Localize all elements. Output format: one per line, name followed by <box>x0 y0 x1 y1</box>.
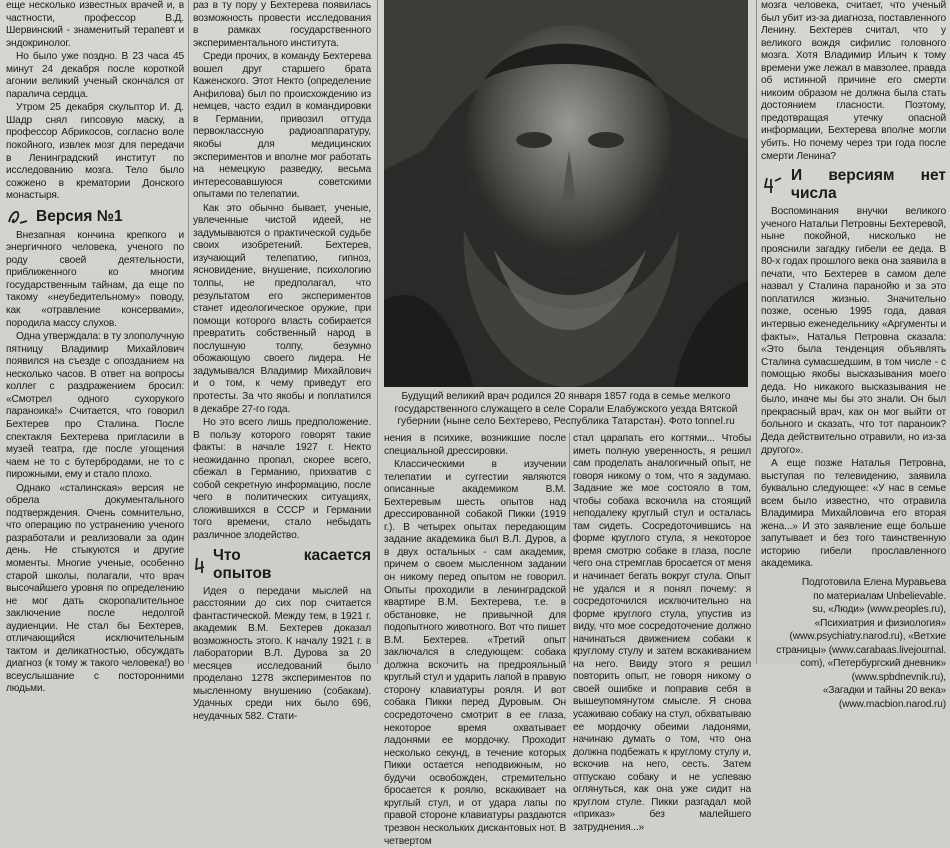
paragraph: Одна утверждала: в ту злополучную пятницу Владимир Михайлович появился на съезде с опозданием на несколько часов. В ответ на вопросы коллег с раздражением бросил: «Смотрел одного сухорукого параноика!» Считается, что говорил Бехтерев про Сталина. После спектакля Бехтерева пригласили в музей театра, где после угощения чаем не то с бутербродами, не то с пирожными, ему и стало плохо. <box>6 331 184 481</box>
credit-line: (www.macbion.narod.ru) <box>838 698 946 710</box>
paragraph: Идея о передачи мыслей на расстоянии до сих пор считается фантастической. Между тем, в 1921 г. академик В.М. Бехтерев доказал возможность этого. К началу 1921 г. в лаборатории В.Л. Дурова за 20 месяцев исследований было проделано 1278 экспериментов по мысленному внушению (собакам). Удачных среди них было 696, неудачных 582. Стати- <box>193 585 371 722</box>
paragraph: Классическими в изучении телепатии и суггестии являются описанные академиком В.М. Бехтеревым шесть опытов над дрессированной собакой Пикки (1919 г.). В четырех опытах передающим задание академика был В.Л. Дуров, а в двух остальных - сам академик, причем о своем мысленном задании он никому перед опытом не говорил. Опыты проходили в ленинградской квартире В.М. Бехтерева, т.е. в обстановке, не привычной для подопытного животного. Вот что пишет В.М. Бехтерев. «Третий опыт заключался в следующем: собака должна вскочить на предрояльный круглый стул и ударить лапой в правую сторону клавиатуры рояля. И вот собака Пикки перед Дуровым. Он сосредоточено смотрит в ее глаза, некоторое время охватывает ладонями ее мордочку. Проходит несколько секунд, в течение которых Пикки остается неподвижным, но будучи освобожден, стремительно бросается к роялю, вскакивает на круглый стул, и от удара лапы по правой стороне клавиатуры раздаются трезвон нескольких дискантовых нот. В четвертом <box>384 459 566 847</box>
paragraph: Как это обычно бывает, ученые, увлеченные чистой идеей, не задумываются о практической судьбе своих изобретений. Бехтерев, изучающий телепатию, гипноз, ясновидение, внушение, психологию толпы, не предполагал, что результатом его экспериментов станет идеологическое оружие, при помощи которого власть собирается превратить собственный народ в послушную толпу, безумно обожающую своего лидера. Не задумывался Владимир Михайлович и о том, к чему приведут его протесты. За что якобы и поплатился в декабре 27-го года. <box>193 202 371 415</box>
paragraph: Внезапная кончина крепкого и энергичного человека, ученого по роду своей деятельности, приближенного ко многим государственным тайнам, да еще по такому «неубедительному» поводу, как «отравление консервами», породила массу слухов. <box>6 229 184 329</box>
credit-line: «Загадки и тайны 20 века» <box>822 685 946 697</box>
paragraph: нения в психике, возникшие после специальной дрессировки. <box>384 433 566 457</box>
handwritten-mark-icon <box>193 555 207 575</box>
credit-line: (www.psychiatry.narod.ru), «Ветхие <box>789 631 946 643</box>
column-divider <box>756 0 757 664</box>
paragraph: А еще позже Наталья Петровна, выступая по телевидению, заявила буквально следующее: «У нас в семье всем было известно, что отравила Владимира Михайловича его вторая жена...» И это заявление еще больше запутывает и без того таинственную историю гибели прославленного академика. <box>761 458 946 570</box>
credit-line: страницы» (www.carabaas.livejournal. <box>776 644 946 656</box>
credit-line: (www.spbdnevnik.ru), <box>851 671 946 683</box>
handwritten-mark-icon <box>6 207 30 227</box>
heading-text: Что касается опытов <box>213 546 371 582</box>
heading-text: И версиям нет числа <box>791 167 946 203</box>
paragraph: Утром 25 декабря скульптор И. Д. Шадр снял гипсовую маску, а профессор Абрикосов, согласно воле покойного, извлек мозг для передачи в Ленинградский институт по исследованию мозга. Тело было сожжено в крематории Донского монастыря. <box>6 102 184 202</box>
credit-line: su, «Люди» (www.peoples.ru), <box>812 604 946 616</box>
column-divider <box>377 0 378 664</box>
paragraph: мозга человека, считает, что ученый был убит из-за диагноза, поставленного Ленину. Бехтерев считал, что у великого вождя сифилис головного мозга. Хотя Владимир Ильич к тому времени уже лежал в мавзолее, правда об истинной причине его смерти никоим образом не должна была стать достоянием гласности. Поэтому, предотвращая утечку опасной информации, Бехтерева вполне могли убить. Но почему через три года после смерти Ленина? <box>761 0 946 162</box>
paragraph: стал царапать его когтями... Чтобы иметь полную уверенность, я решил сам проделать аналогичный опыт, не говоря никому о том, что я задумаю. Задание же мое состояло в том, чтобы собака вскочила на стоящий неподалеку круглый стул и осталась там сидеть. Сосредоточившись на форме круглого стула, я некоторое время смотрю собаке в глаза, после чего она стремглав бросается от меня и начинает бегать вокруг стула. Опыт не удался и я понял почему: я сосредоточился исключительно на форме круглого стула, упустив из виду, что мое сосредоточение должно начинаться движением собаки к круглому стулу и затем вскакиванием на него. Ввиду этого я решил повторить опыт, не говоря никому о своей ошибке и поправив себя в вышеупомянутом смысле. Я снова усаживаю собаку на стул, обхватываю ее мордочку обеими ладонями, начинаю думать о том, что она должна подбежать к круглому стулу и, вскочив на него, сесть. Затем отпускаю собаку и не успеваю оглянуться, как она уже сидит на круглом стуле. Пикки разгадал мой «приказ» без малейшего затруднения...» <box>573 433 751 833</box>
credit-line: «Психиатрия и физиология» <box>814 617 946 629</box>
column-2 <box>193 0 371 722</box>
column-divider <box>188 0 189 664</box>
paragraph: Среди прочих, в команду Бехтерева вошел друг старшего брата Каженского. Этот Некто (определение Анфилова) был по происхождению из немцев, часто ездил в командировки в Германии, привозил оттуда первоклассную радиоаппаратуру, якобы для медицинских экспериментов и вполне мог работать на немецкую разведку, весьма интересовавшуюся советскими опытами по телепатии. <box>193 51 371 201</box>
column-4 <box>573 433 751 833</box>
portrait-photo <box>384 0 748 387</box>
column-5 <box>761 0 946 710</box>
paragraph: Воспоминания внучки великого ученого Натальи Петровны Бехтеревой, ныне покойной, нисколько не прояснили загадку гибели ее деда. В 80-х годах прошлого века она заявила в печати, что Бехтерев в самом деле назвал у Сталина паранойю и за это поплатился жизнью. Значительно позже, осенью 1995 года, давая интервью еженедельнику «Аргументы и факты», Наталья Петровна сказала: «Это была тенденция объявлять Сталина сумасшедшим, в том числе - с помощью якобы высказывания моего деда. Но никакого высказывания не было, иначе мы бы это знали. Он был прекрасный врач, как он мог выйти от больного и сказать, что тот параноик? Деда действительно отравили, но из-за другого». <box>761 206 946 456</box>
credit-line: Подготовила Елена Муравьева <box>801 576 946 588</box>
paragraph: Но это всего лишь предположение. В пользу которого говорят такие факты: в начале 1927 г. Некто неожиданно пропал, скорее всего, сбежал в Германию, прихватив с собой секретную информацию, после чего в политических ситуациях, сложившихся в СССР и Германии того времени, стало небыдать различное злодейство. <box>193 417 371 541</box>
column-3 <box>384 433 566 847</box>
section-heading-experiments <box>193 547 371 583</box>
paragraph: Но было уже поздно. В 23 часа 45 минут 24 декабря после короткой агонии великий ученый скончался от паралича сердца. <box>6 51 184 100</box>
section-heading-versions <box>761 167 946 203</box>
paragraph: Однако «сталинская» версия не обрела документального подтверждения. Очень сомнительно, что операцию по устранению ученого разработали и реализовали за один день. Не стыкуются и другие моменты. Многие ученые, особенно старой школы, полагали, что врач высочайшего уровня по определению не мог дать скоропалительное заключение после недолгой аудиенции. Не стал бы Бехтерев, отличающийся исключительным тактом и деликатностью, обсуждать диагноз (к тому ж такого человека!) во всеуслышание с посторонними людьми. <box>6 482 184 695</box>
photo-caption: Будущий великий врач родился 20 января 1857 года в семье мелкого государственного служащего в селе Сорали Елабужского уезда Вятской губернии (ныне село Бехтерево, Республика Татарстан). Фото tonnel.ru <box>394 391 738 428</box>
article-credits <box>761 577 946 711</box>
heading-text: Версия №1 <box>36 207 123 225</box>
section-heading-version-1 <box>6 207 184 227</box>
credit-line: по материалам Unbelievable. <box>813 590 946 602</box>
credit-line: com), «Петербургский дневник» <box>800 658 946 670</box>
paragraph: раз в ту пору у Бехтерева появилась возможность провести исследования в рамках государственного экспериментального института. <box>193 0 371 49</box>
column-1 <box>6 0 184 695</box>
paragraph: еще несколько известных врачей и, в частности, профессор В.Д. Шервинский - знаменитый терапевт и эндокринолог. <box>6 0 184 49</box>
handwritten-mark-icon <box>761 175 785 195</box>
column-divider <box>569 433 570 664</box>
